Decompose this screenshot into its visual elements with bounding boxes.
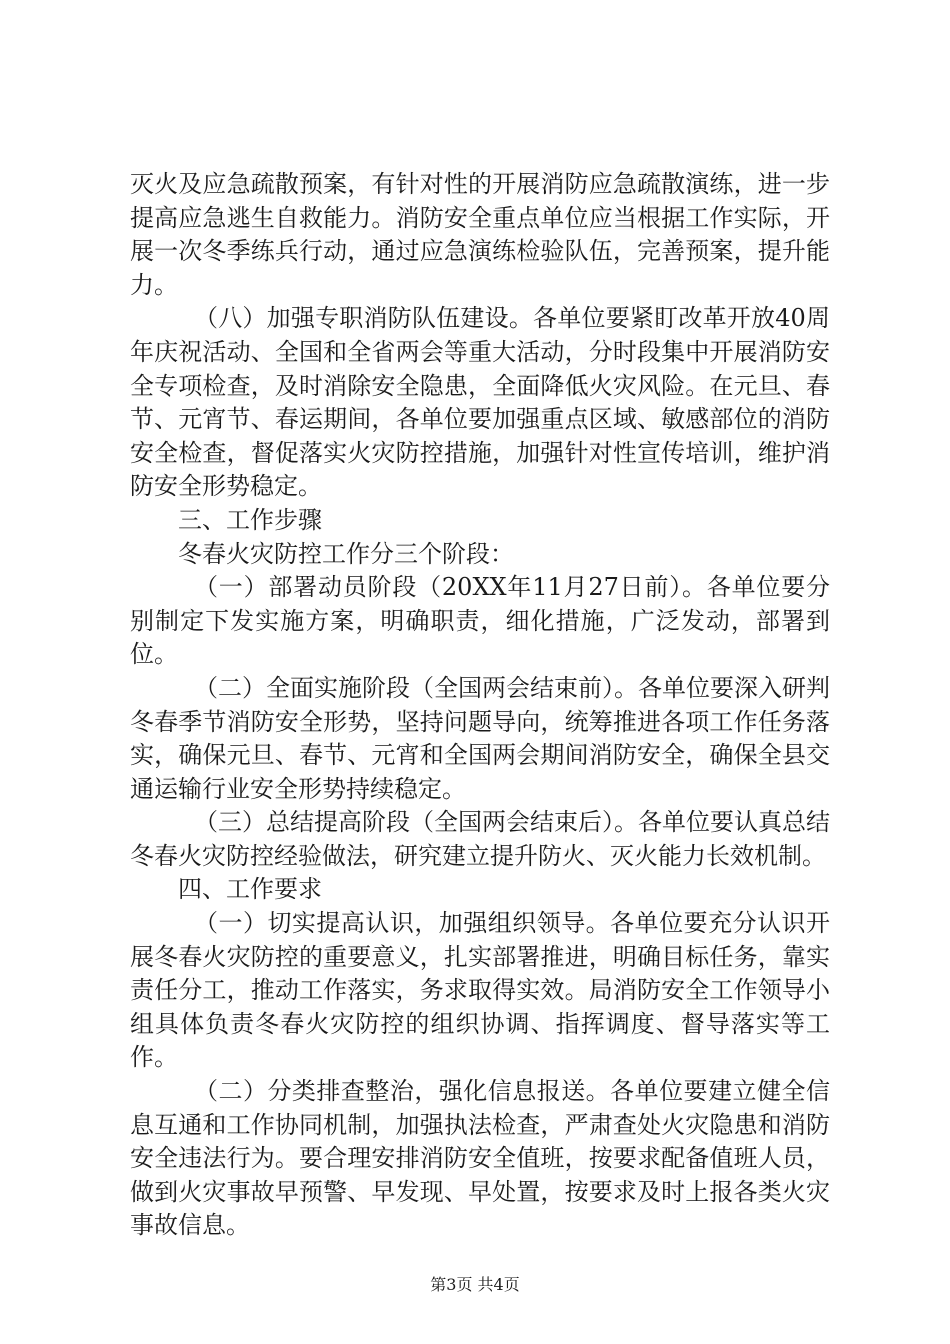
section-heading-requirements: 四、工作要求 xyxy=(178,875,322,904)
document-body xyxy=(130,168,830,1243)
section-heading-steps: 三、工作步骤 xyxy=(178,505,322,534)
paragraph-requirement-2: （二）分类排查整治，强化信息报送。各单位要建立健全信息互通和工作协同机制，加强执法检查，严肃查处火灾隐患和消防安全违法行为。要合理安排消防安全值班，按要求配备值班人员，做到火灾事故早预警、早发现、早处置，按要求及时上报各类火灾事故信息。 xyxy=(130,1077,830,1240)
paragraph-step-2: （二）全面实施阶段（全国两会结束前）。各单位要深入研判冬春季节消防安全形势，坚持问题导向，统筹推进各项工作任务落实，确保元旦、春节、元宵和全国两会期间消防安全，确保全县交通运输行业安全形势持续稳定。 xyxy=(130,673,830,803)
page-footer: 第3页 共4页 xyxy=(430,1275,520,1294)
paragraph-item-8: （八）加强专职消防队伍建设。各单位要紧盯改革开放40周年庆祝活动、全国和全省两会等重大活动，分时段集中开展消防安全专项检查，及时消除安全隐患，全面降低火灾风险。在元旦、春节、元宵节、春运期间，各单位要加强重点区域、敏感部位的消防安全检查，督促落实火灾防控措施，加强针对性宣传培训，维护消防安全形势稳定。 xyxy=(130,304,830,501)
paragraph-requirement-1: （一）切实提高认识，加强组织领导。各单位要充分认识开展冬春火灾防控的重要意义，扎实部署推进，明确目标任务，靠实责任分工，推动工作落实，务求取得实效。局消防安全工作领导小组具体负责冬春火灾防控的组织协调、指挥调度、督导落实等工作。 xyxy=(130,909,830,1072)
paragraph-step-1: （一）部署动员阶段（20XX年11月27日前）。各单位要分别制定下发实施方案，明确职责，细化措施，广泛发动，部署到位。 xyxy=(130,573,830,669)
paragraph-continuation: 灭火及应急疏散预案，有针对性的开展消防应急疏散演练，进一步提高应急逃生自救能力。消防安全重点单位应当根据工作实际，开展一次冬季练兵行动，通过应急演练检验队伍，完善预案，提升能力。 xyxy=(130,170,830,299)
paragraph-steps-intro: 冬春火灾防控工作分三个阶段： xyxy=(178,539,514,568)
paragraph-step-3: （三）总结提高阶段（全国两会结束后）。各单位要认真总结冬春火灾防控经验做法，研究建立提升防火、灭火能力长效机制。 xyxy=(130,808,830,870)
